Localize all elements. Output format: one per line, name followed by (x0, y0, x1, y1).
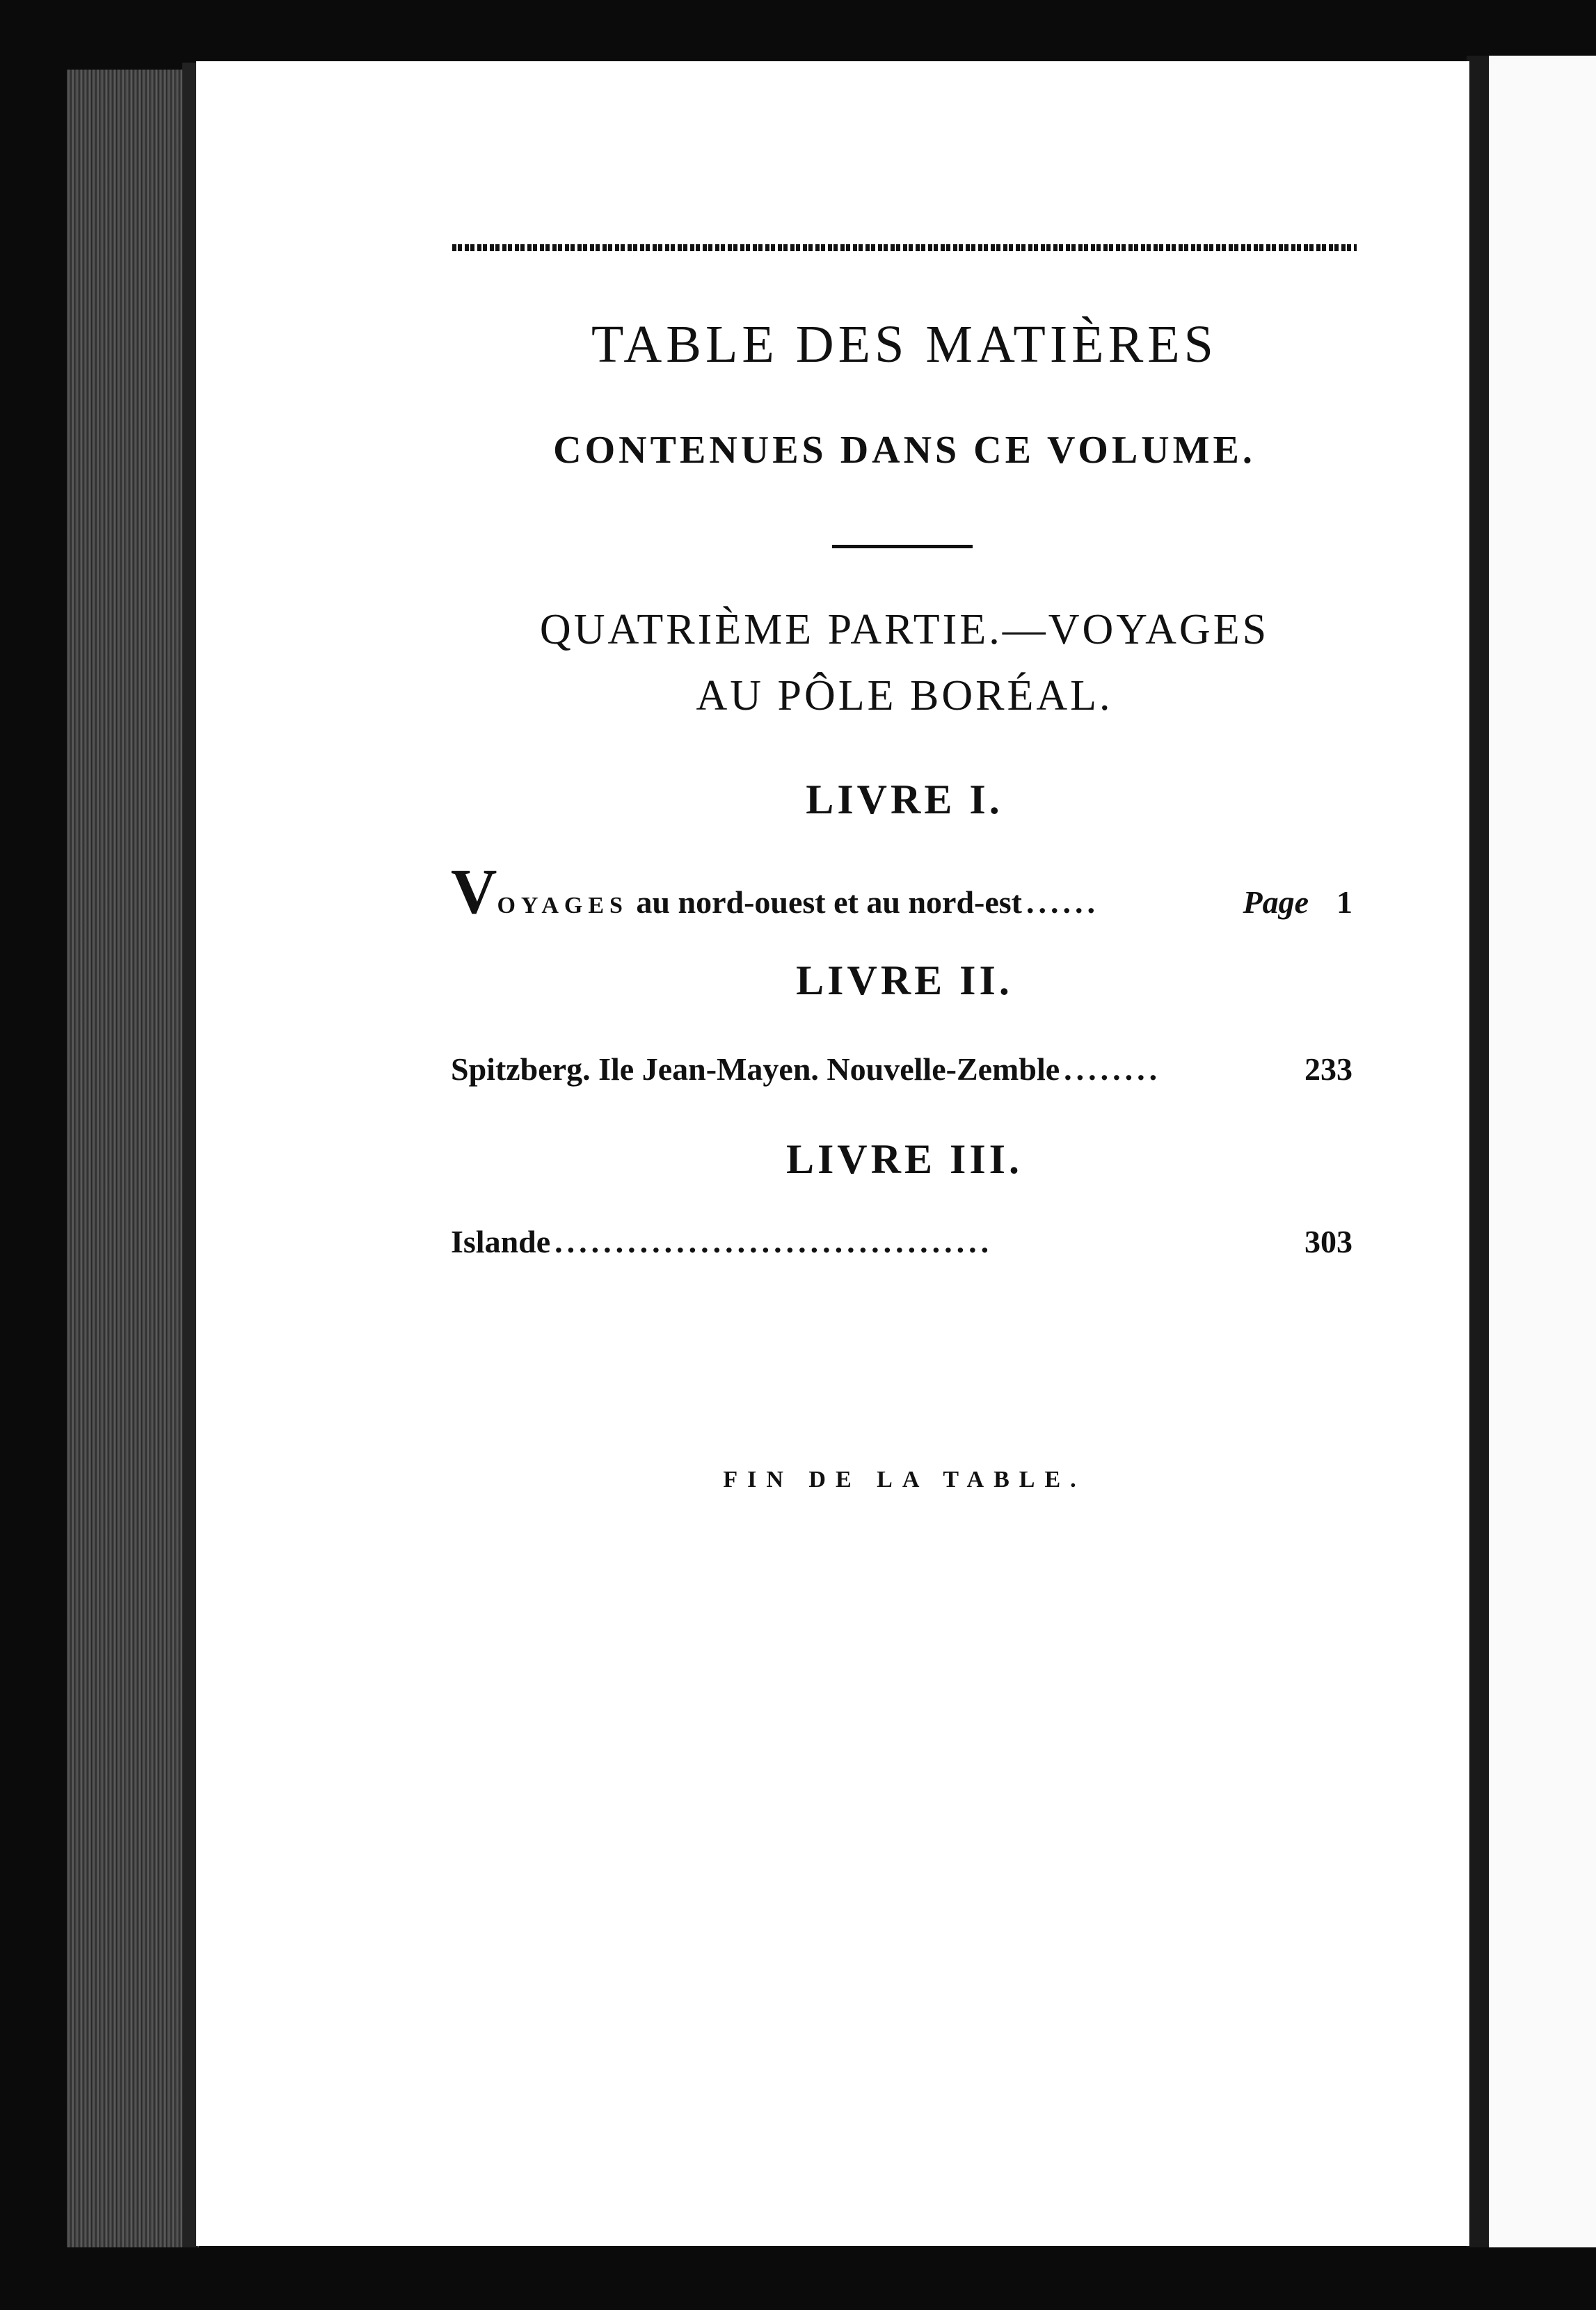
part-heading-line1: QUATRIÈME PARTIE.—VOYAGES (539, 606, 1270, 653)
toc-entry-2 (451, 1051, 1352, 1106)
part-heading-line2: AU PÔLE BORÉAL. (696, 672, 1113, 719)
dot-leader: ...... (1026, 884, 1099, 920)
adjacent-page-edge (1467, 56, 1490, 2247)
page-word: Page (1243, 884, 1309, 920)
toc-entry-text (451, 856, 1022, 927)
toc-entry-3 (451, 1223, 1352, 1279)
dot-leader: ........ (1064, 1051, 1162, 1087)
book-heading-3: LIVRE III. (785, 1136, 1023, 1182)
page-number: 1 (1336, 884, 1352, 920)
page-number: 233 (1304, 1051, 1352, 1087)
entry-text: Islande (451, 1224, 551, 1259)
entry-text: Spitzberg. Ile Jean-Mayen. Nouvelle-Zemble (451, 1051, 1060, 1087)
book-heading-2: LIVRE II. (796, 957, 1013, 1003)
page-number: 303 (1304, 1224, 1352, 1259)
book-heading-1: LIVRE I. (806, 776, 1003, 822)
book-spine (67, 70, 199, 2247)
divider-rule (832, 545, 973, 548)
end-of-table: FIN DE LA TABLE. (723, 1467, 1086, 1492)
spine-edge (182, 63, 198, 2247)
page-subtitle: CONTENUES DANS CE VOLUME. (553, 429, 1256, 472)
drop-cap: V (451, 856, 497, 927)
page-title: TABLE DES MATIÈRES (591, 315, 1218, 374)
small-caps-text: OYAGES (497, 893, 628, 918)
toc-entry-1 (451, 856, 1352, 927)
adjacent-page (1489, 56, 1596, 2247)
entry-text: au nord-ouest et au nord-est (628, 884, 1022, 920)
dot-leader: .................................... (554, 1224, 993, 1259)
